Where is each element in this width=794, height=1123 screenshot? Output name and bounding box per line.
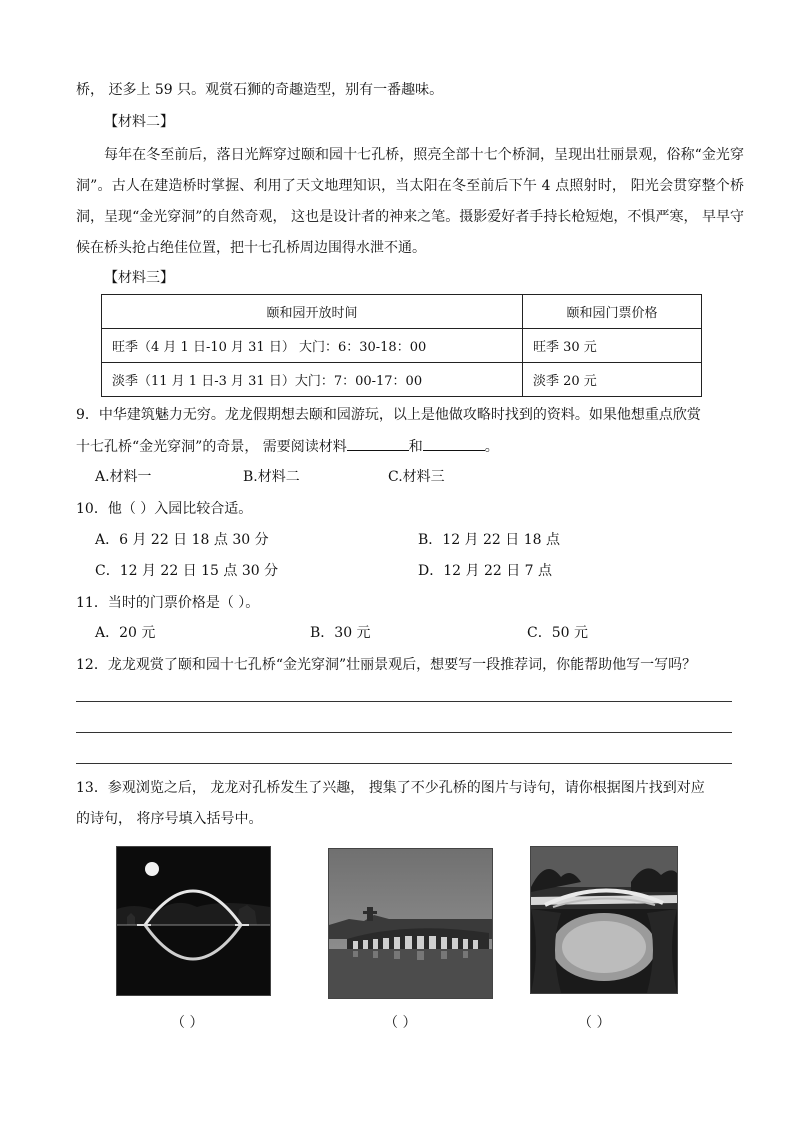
moonlit-arch-bridge-image (117, 847, 270, 995)
stone-arch-bridge-photo (530, 846, 678, 994)
q12-answer-line-2[interactable] (76, 732, 732, 733)
q9-option-a[interactable]: A.材料一 (95, 469, 152, 485)
header-opening-hours: 颐和园开放时间 (102, 295, 523, 329)
q10-stem: 10．他（ ）入园比较合适。 (76, 501, 253, 517)
stone-arch-bridge-image (531, 847, 677, 993)
material2-heading: 【材料二】 (104, 114, 174, 130)
q10-option-d[interactable]: D．12 月 22 日 7 点 (418, 563, 553, 579)
q9-stem-end: 。 (484, 439, 499, 455)
peak-season-hours: 旺季（4 月 1 日-10 月 31 日） 大门：6：30-18：00 (102, 329, 523, 363)
q12-stem: 12．龙龙观赏了颐和园十七孔桥“金光穿洞”壮丽景观后，想要写一段推荐词，你能帮助他写一写吗？ (76, 657, 697, 673)
peak-season-price: 旺季 30 元 (523, 329, 702, 363)
seventeen-arch-bridge-image (329, 849, 492, 998)
q11-stem: 11．当时的门票价格是（ ）。 (76, 595, 260, 611)
photo-3-answer-paren[interactable]: （ ） (578, 1015, 611, 1031)
q13-stem-line2: 的诗句， 将序号填入括号中。 (76, 811, 263, 827)
q10-option-b[interactable]: B．12 月 22 日 18 点 (418, 532, 560, 548)
off-season-hours: 淡季（11 月 1 日-3 月 31 日）大门：7：00-17：00 (102, 363, 523, 397)
q12-answer-line-3[interactable] (76, 763, 732, 764)
q9-option-c[interactable]: C.材料三 (388, 469, 445, 485)
photo-2-answer-paren[interactable]: （ ） (384, 1015, 417, 1031)
q9-stem-line2 (76, 436, 499, 457)
table-row (102, 363, 702, 397)
q10-option-a[interactable]: A．6 月 22 日 18 点 30 分 (95, 532, 269, 548)
park-hours-table (101, 294, 702, 397)
q9-stem-line1: 9．中华建筑魅力无穷。龙龙假期想去颐和园游玩，以上是他做攻略时找到的资料。如果他想重点欣赏 (76, 407, 701, 423)
q10-option-c[interactable]: C．12 月 22 日 15 点 30 分 (95, 563, 279, 579)
photo-1-answer-paren[interactable]: （ ） (171, 1015, 204, 1031)
material2-text: 每年在冬至前后，落日光辉穿过颐和园十七孔桥，照亮全部十七个桥洞，呈现出壮丽景观，俗称“金光穿洞”。古人在建造桥时掌握、利用了天文地理知识，当太阳在冬至前后下午 4 点照射时， 阳光会贯穿整个桥洞，呈现“金光穿洞”的自然奇观， 这也是设计者的神来之笔。摄影爱好者手持长枪短炮，不惧严寒， 早早守候在桥头抢占绝佳位置，把十七孔桥周边围得水泄不通。 (76, 147, 744, 256)
q12-answer-line-1[interactable] (76, 701, 732, 702)
q11-option-b[interactable]: B．30 元 (310, 625, 371, 641)
moonlit-arch-bridge-photo (116, 846, 271, 996)
intro-line: 桥， 还多上 59 只。观赏石狮的奇趣造型，别有一番趣味。 (76, 82, 444, 98)
material3-heading: 【材料三】 (104, 270, 174, 286)
q11-option-a[interactable]: A．20 元 (95, 625, 156, 641)
q13-stem-line1: 13．参观浏览之后， 龙龙对孔桥发生了兴趣， 搜集了不少孔桥的图片与诗句，请你根据图片找到对应 (76, 780, 705, 796)
q9-stem-and: 和 (408, 439, 423, 455)
header-ticket-price: 颐和园门票价格 (523, 295, 702, 329)
q9-option-b[interactable]: B.材料二 (243, 469, 300, 485)
seventeen-arch-bridge-photo (328, 848, 493, 999)
table-header-row (102, 295, 702, 329)
q9-answer-blank-2[interactable] (423, 436, 485, 451)
off-season-price: 淡季 20 元 (523, 363, 702, 397)
q9-stem-text: 十七孔桥“金光穿洞”的奇景， 需要阅读材料 (76, 439, 347, 455)
q9-answer-blank-1[interactable] (347, 436, 409, 451)
q11-option-c[interactable]: C．50 元 (527, 625, 588, 641)
table-row (102, 329, 702, 363)
